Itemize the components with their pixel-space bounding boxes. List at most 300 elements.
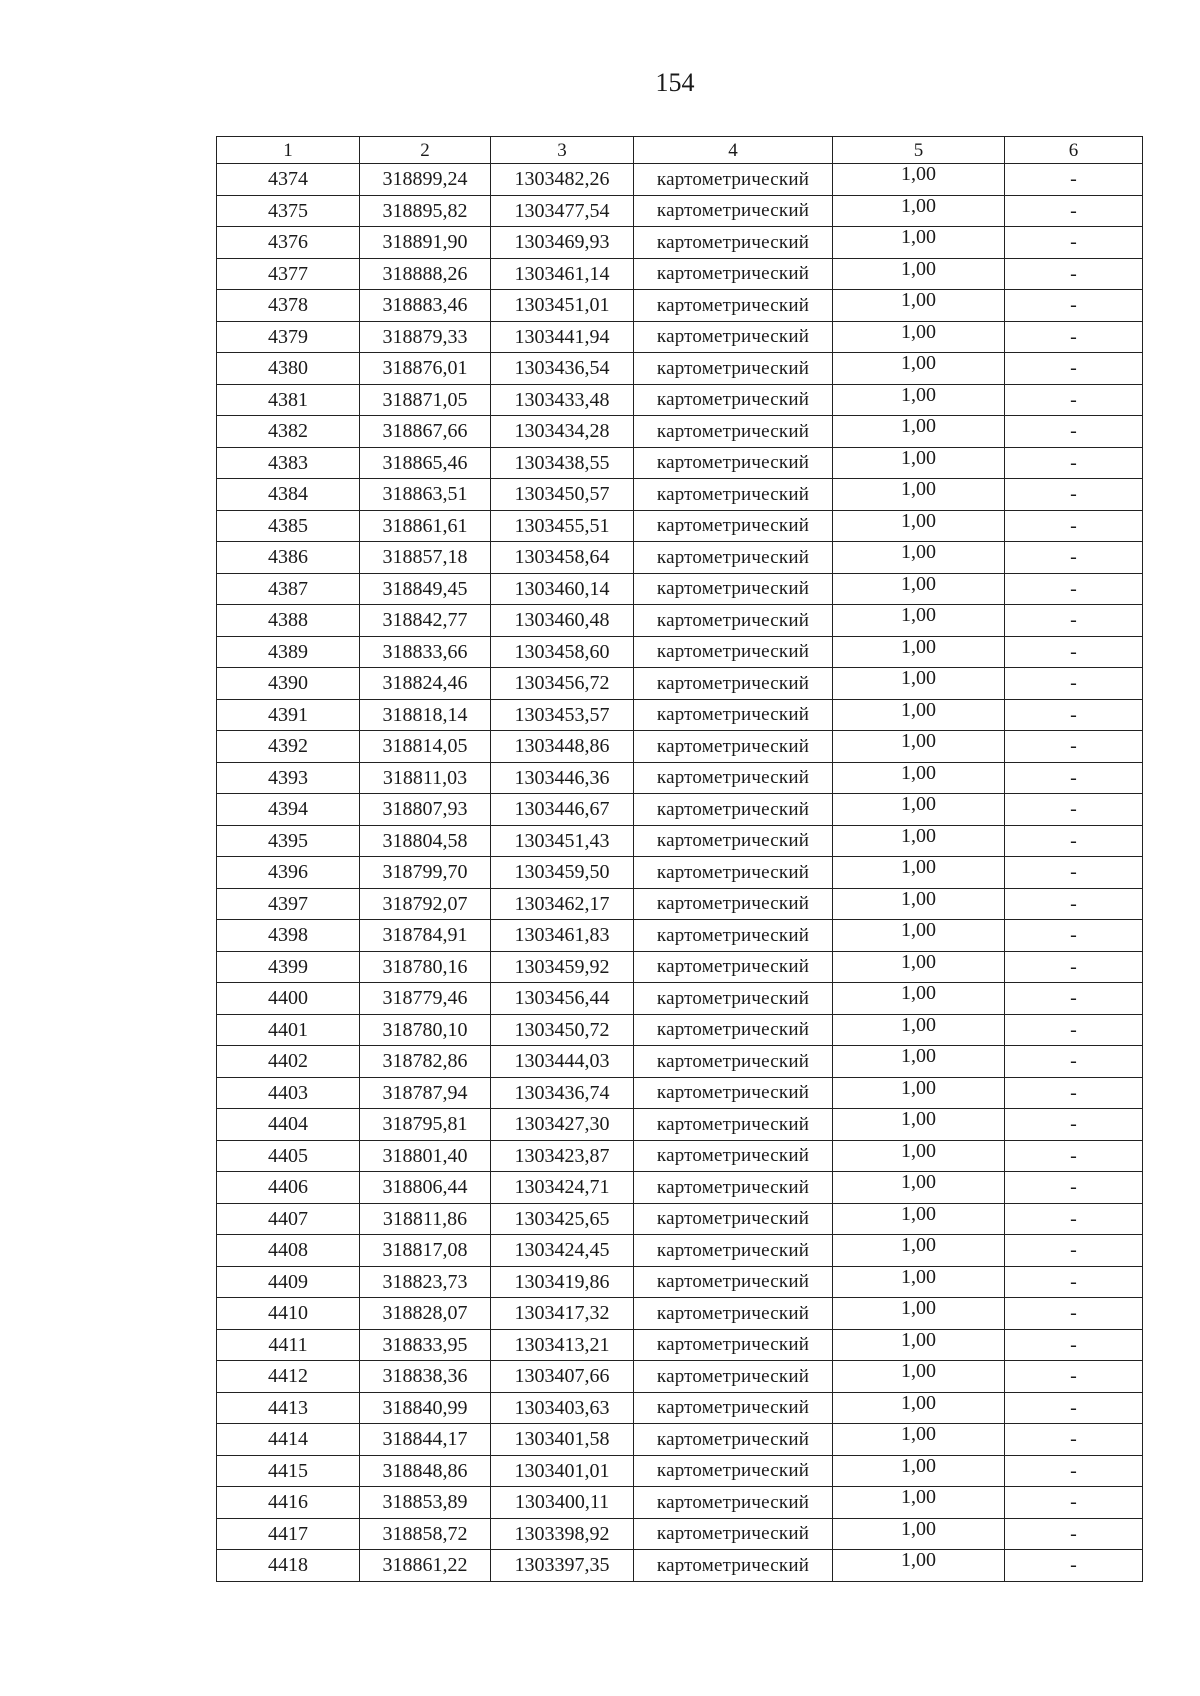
coordinates-table bbox=[216, 136, 1143, 1582]
method-cell: картометрический bbox=[634, 227, 833, 259]
method-cell: картометрический bbox=[634, 762, 833, 794]
point-number-cell: 4412 bbox=[217, 1361, 360, 1393]
point-number-cell: 4391 bbox=[217, 699, 360, 731]
y-coordinate-cell: 1303424,71 bbox=[491, 1172, 634, 1204]
point-number-cell: 4374 bbox=[217, 164, 360, 196]
method-cell: картометрический bbox=[634, 1455, 833, 1487]
column-header: 6 bbox=[1005, 137, 1143, 164]
note-cell: - bbox=[1005, 227, 1143, 259]
method-cell: картометрический bbox=[634, 1518, 833, 1550]
accuracy-cell: 1,00 bbox=[833, 636, 1005, 668]
note-cell: - bbox=[1005, 1455, 1143, 1487]
x-coordinate-cell: 318782,86 bbox=[360, 1046, 491, 1078]
x-coordinate-cell: 318853,89 bbox=[360, 1487, 491, 1519]
method-cell: картометрический bbox=[634, 1329, 833, 1361]
y-coordinate-cell: 1303458,60 bbox=[491, 636, 634, 668]
note-cell: - bbox=[1005, 321, 1143, 353]
x-coordinate-cell: 318806,44 bbox=[360, 1172, 491, 1204]
note-cell: - bbox=[1005, 920, 1143, 952]
accuracy-cell: 1,00 bbox=[833, 1109, 1005, 1141]
note-cell: - bbox=[1005, 1518, 1143, 1550]
point-number-cell: 4398 bbox=[217, 920, 360, 952]
table-row bbox=[217, 1298, 1143, 1330]
method-cell: картометрический bbox=[634, 258, 833, 290]
x-coordinate-cell: 318879,33 bbox=[360, 321, 491, 353]
accuracy-cell: 1,00 bbox=[833, 857, 1005, 889]
method-cell: картометрический bbox=[634, 920, 833, 952]
note-cell: - bbox=[1005, 195, 1143, 227]
accuracy-cell: 1,00 bbox=[833, 951, 1005, 983]
note-cell: - bbox=[1005, 290, 1143, 322]
y-coordinate-cell: 1303438,55 bbox=[491, 447, 634, 479]
table-row bbox=[217, 699, 1143, 731]
note-cell: - bbox=[1005, 510, 1143, 542]
x-coordinate-cell: 318865,46 bbox=[360, 447, 491, 479]
method-cell: картометрический bbox=[634, 1487, 833, 1519]
accuracy-cell: 1,00 bbox=[833, 1487, 1005, 1519]
y-coordinate-cell: 1303446,36 bbox=[491, 762, 634, 794]
method-cell: картометрический bbox=[634, 290, 833, 322]
x-coordinate-cell: 318848,86 bbox=[360, 1455, 491, 1487]
accuracy-cell: 1,00 bbox=[833, 1550, 1005, 1582]
accuracy-cell: 1,00 bbox=[833, 258, 1005, 290]
note-cell: - bbox=[1005, 951, 1143, 983]
method-cell: картометрический bbox=[634, 1203, 833, 1235]
x-coordinate-cell: 318840,99 bbox=[360, 1392, 491, 1424]
note-cell: - bbox=[1005, 1172, 1143, 1204]
column-header: 4 bbox=[634, 137, 833, 164]
method-cell: картометрический bbox=[634, 857, 833, 889]
table-row bbox=[217, 825, 1143, 857]
method-cell: картометрический bbox=[634, 1046, 833, 1078]
method-cell: картометрический bbox=[634, 447, 833, 479]
table-row bbox=[217, 983, 1143, 1015]
y-coordinate-cell: 1303460,14 bbox=[491, 573, 634, 605]
accuracy-cell: 1,00 bbox=[833, 605, 1005, 637]
y-coordinate-cell: 1303417,32 bbox=[491, 1298, 634, 1330]
accuracy-cell: 1,00 bbox=[833, 1172, 1005, 1204]
method-cell: картометрический bbox=[634, 1109, 833, 1141]
x-coordinate-cell: 318891,90 bbox=[360, 227, 491, 259]
accuracy-cell: 1,00 bbox=[833, 920, 1005, 952]
table-row bbox=[217, 164, 1143, 196]
y-coordinate-cell: 1303477,54 bbox=[491, 195, 634, 227]
y-coordinate-cell: 1303434,28 bbox=[491, 416, 634, 448]
y-coordinate-cell: 1303451,43 bbox=[491, 825, 634, 857]
table-row bbox=[217, 1109, 1143, 1141]
note-cell: - bbox=[1005, 1109, 1143, 1141]
x-coordinate-cell: 318817,08 bbox=[360, 1235, 491, 1267]
y-coordinate-cell: 1303419,86 bbox=[491, 1266, 634, 1298]
accuracy-cell: 1,00 bbox=[833, 888, 1005, 920]
note-cell: - bbox=[1005, 164, 1143, 196]
point-number-cell: 4406 bbox=[217, 1172, 360, 1204]
accuracy-cell: 1,00 bbox=[833, 1329, 1005, 1361]
accuracy-cell: 1,00 bbox=[833, 1361, 1005, 1393]
accuracy-cell: 1,00 bbox=[833, 353, 1005, 385]
method-cell: картометрический bbox=[634, 321, 833, 353]
method-cell: картометрический bbox=[634, 1424, 833, 1456]
x-coordinate-cell: 318876,01 bbox=[360, 353, 491, 385]
method-cell: картометрический bbox=[634, 794, 833, 826]
accuracy-cell: 1,00 bbox=[833, 479, 1005, 511]
method-cell: картометрический bbox=[634, 699, 833, 731]
x-coordinate-cell: 318844,17 bbox=[360, 1424, 491, 1456]
point-number-cell: 4378 bbox=[217, 290, 360, 322]
note-cell: - bbox=[1005, 573, 1143, 605]
x-coordinate-cell: 318858,72 bbox=[360, 1518, 491, 1550]
y-coordinate-cell: 1303424,45 bbox=[491, 1235, 634, 1267]
column-header: 3 bbox=[491, 137, 634, 164]
point-number-cell: 4397 bbox=[217, 888, 360, 920]
point-number-cell: 4376 bbox=[217, 227, 360, 259]
x-coordinate-cell: 318867,66 bbox=[360, 416, 491, 448]
accuracy-cell: 1,00 bbox=[833, 699, 1005, 731]
x-coordinate-cell: 318799,70 bbox=[360, 857, 491, 889]
note-cell: - bbox=[1005, 857, 1143, 889]
point-number-cell: 4411 bbox=[217, 1329, 360, 1361]
note-cell: - bbox=[1005, 1392, 1143, 1424]
table-row bbox=[217, 605, 1143, 637]
table-row bbox=[217, 794, 1143, 826]
method-cell: картометрический bbox=[634, 825, 833, 857]
accuracy-cell: 1,00 bbox=[833, 1140, 1005, 1172]
note-cell: - bbox=[1005, 1077, 1143, 1109]
x-coordinate-cell: 318871,05 bbox=[360, 384, 491, 416]
method-cell: картометрический bbox=[634, 1077, 833, 1109]
method-cell: картометрический bbox=[634, 1361, 833, 1393]
y-coordinate-cell: 1303427,30 bbox=[491, 1109, 634, 1141]
x-coordinate-cell: 318823,73 bbox=[360, 1266, 491, 1298]
note-cell: - bbox=[1005, 1266, 1143, 1298]
table-row bbox=[217, 195, 1143, 227]
table-row bbox=[217, 510, 1143, 542]
table-row bbox=[217, 290, 1143, 322]
y-coordinate-cell: 1303403,63 bbox=[491, 1392, 634, 1424]
column-header: 2 bbox=[360, 137, 491, 164]
note-cell: - bbox=[1005, 542, 1143, 574]
page-number: 154 bbox=[655, 68, 695, 97]
method-cell: картометрический bbox=[634, 542, 833, 574]
accuracy-cell: 1,00 bbox=[833, 668, 1005, 700]
y-coordinate-cell: 1303425,65 bbox=[491, 1203, 634, 1235]
method-cell: картометрический bbox=[634, 731, 833, 763]
note-cell: - bbox=[1005, 1329, 1143, 1361]
table-row bbox=[217, 258, 1143, 290]
point-number-cell: 4393 bbox=[217, 762, 360, 794]
y-coordinate-cell: 1303444,03 bbox=[491, 1046, 634, 1078]
note-cell: - bbox=[1005, 479, 1143, 511]
note-cell: - bbox=[1005, 353, 1143, 385]
x-coordinate-cell: 318861,61 bbox=[360, 510, 491, 542]
header-row bbox=[217, 137, 1143, 164]
point-number-cell: 4390 bbox=[217, 668, 360, 700]
x-coordinate-cell: 318833,95 bbox=[360, 1329, 491, 1361]
table-row bbox=[217, 1014, 1143, 1046]
table-row bbox=[217, 1550, 1143, 1582]
accuracy-cell: 1,00 bbox=[833, 1392, 1005, 1424]
table-row bbox=[217, 920, 1143, 952]
y-coordinate-cell: 1303453,57 bbox=[491, 699, 634, 731]
method-cell: картометрический bbox=[634, 195, 833, 227]
table-row bbox=[217, 447, 1143, 479]
note-cell: - bbox=[1005, 794, 1143, 826]
accuracy-cell: 1,00 bbox=[833, 227, 1005, 259]
x-coordinate-cell: 318828,07 bbox=[360, 1298, 491, 1330]
x-coordinate-cell: 318787,94 bbox=[360, 1077, 491, 1109]
x-coordinate-cell: 318849,45 bbox=[360, 573, 491, 605]
point-number-cell: 4399 bbox=[217, 951, 360, 983]
table-row bbox=[217, 636, 1143, 668]
accuracy-cell: 1,00 bbox=[833, 1014, 1005, 1046]
point-number-cell: 4401 bbox=[217, 1014, 360, 1046]
accuracy-cell: 1,00 bbox=[833, 195, 1005, 227]
note-cell: - bbox=[1005, 731, 1143, 763]
accuracy-cell: 1,00 bbox=[833, 825, 1005, 857]
accuracy-cell: 1,00 bbox=[833, 542, 1005, 574]
accuracy-cell: 1,00 bbox=[833, 164, 1005, 196]
accuracy-cell: 1,00 bbox=[833, 983, 1005, 1015]
y-coordinate-cell: 1303397,35 bbox=[491, 1550, 634, 1582]
note-cell: - bbox=[1005, 258, 1143, 290]
point-number-cell: 4392 bbox=[217, 731, 360, 763]
method-cell: картометрический bbox=[634, 1550, 833, 1582]
x-coordinate-cell: 318861,22 bbox=[360, 1550, 491, 1582]
point-number-cell: 4400 bbox=[217, 983, 360, 1015]
y-coordinate-cell: 1303407,66 bbox=[491, 1361, 634, 1393]
accuracy-cell: 1,00 bbox=[833, 416, 1005, 448]
point-number-cell: 4396 bbox=[217, 857, 360, 889]
accuracy-cell: 1,00 bbox=[833, 510, 1005, 542]
table-row bbox=[217, 762, 1143, 794]
method-cell: картометрический bbox=[634, 605, 833, 637]
accuracy-cell: 1,00 bbox=[833, 794, 1005, 826]
method-cell: картометрический bbox=[634, 888, 833, 920]
y-coordinate-cell: 1303456,72 bbox=[491, 668, 634, 700]
y-coordinate-cell: 1303413,21 bbox=[491, 1329, 634, 1361]
accuracy-cell: 1,00 bbox=[833, 573, 1005, 605]
point-number-cell: 4383 bbox=[217, 447, 360, 479]
point-number-cell: 4385 bbox=[217, 510, 360, 542]
y-coordinate-cell: 1303401,01 bbox=[491, 1455, 634, 1487]
method-cell: картометрический bbox=[634, 1298, 833, 1330]
point-number-cell: 4380 bbox=[217, 353, 360, 385]
x-coordinate-cell: 318818,14 bbox=[360, 699, 491, 731]
point-number-cell: 4381 bbox=[217, 384, 360, 416]
table-row bbox=[217, 1077, 1143, 1109]
x-coordinate-cell: 318780,16 bbox=[360, 951, 491, 983]
table-row bbox=[217, 1392, 1143, 1424]
x-coordinate-cell: 318792,07 bbox=[360, 888, 491, 920]
table-row bbox=[217, 1518, 1143, 1550]
table-row bbox=[217, 1455, 1143, 1487]
y-coordinate-cell: 1303398,92 bbox=[491, 1518, 634, 1550]
x-coordinate-cell: 318824,46 bbox=[360, 668, 491, 700]
note-cell: - bbox=[1005, 1487, 1143, 1519]
x-coordinate-cell: 318807,93 bbox=[360, 794, 491, 826]
accuracy-cell: 1,00 bbox=[833, 1235, 1005, 1267]
method-cell: картометрический bbox=[634, 636, 833, 668]
accuracy-cell: 1,00 bbox=[833, 762, 1005, 794]
x-coordinate-cell: 318857,18 bbox=[360, 542, 491, 574]
y-coordinate-cell: 1303401,58 bbox=[491, 1424, 634, 1456]
y-coordinate-cell: 1303436,54 bbox=[491, 353, 634, 385]
accuracy-cell: 1,00 bbox=[833, 384, 1005, 416]
y-coordinate-cell: 1303482,26 bbox=[491, 164, 634, 196]
method-cell: картометрический bbox=[634, 510, 833, 542]
point-number-cell: 4409 bbox=[217, 1266, 360, 1298]
note-cell: - bbox=[1005, 888, 1143, 920]
x-coordinate-cell: 318784,91 bbox=[360, 920, 491, 952]
method-cell: картометрический bbox=[634, 668, 833, 700]
method-cell: картометрический bbox=[634, 1014, 833, 1046]
x-coordinate-cell: 318795,81 bbox=[360, 1109, 491, 1141]
y-coordinate-cell: 1303450,72 bbox=[491, 1014, 634, 1046]
note-cell: - bbox=[1005, 416, 1143, 448]
point-number-cell: 4405 bbox=[217, 1140, 360, 1172]
note-cell: - bbox=[1005, 1014, 1143, 1046]
table-row bbox=[217, 1235, 1143, 1267]
note-cell: - bbox=[1005, 605, 1143, 637]
method-cell: картометрический bbox=[634, 479, 833, 511]
method-cell: картометрический bbox=[634, 1392, 833, 1424]
method-cell: картометрический bbox=[634, 1140, 833, 1172]
table-row bbox=[217, 1203, 1143, 1235]
point-number-cell: 4395 bbox=[217, 825, 360, 857]
point-number-cell: 4403 bbox=[217, 1077, 360, 1109]
point-number-cell: 4416 bbox=[217, 1487, 360, 1519]
x-coordinate-cell: 318838,36 bbox=[360, 1361, 491, 1393]
accuracy-cell: 1,00 bbox=[833, 321, 1005, 353]
point-number-cell: 4384 bbox=[217, 479, 360, 511]
point-number-cell: 4417 bbox=[217, 1518, 360, 1550]
table-row bbox=[217, 384, 1143, 416]
table-row bbox=[217, 416, 1143, 448]
method-cell: картометрический bbox=[634, 164, 833, 196]
point-number-cell: 4394 bbox=[217, 794, 360, 826]
table-row bbox=[217, 731, 1143, 763]
accuracy-cell: 1,00 bbox=[833, 1298, 1005, 1330]
table-row bbox=[217, 1361, 1143, 1393]
method-cell: картометрический bbox=[634, 384, 833, 416]
y-coordinate-cell: 1303455,51 bbox=[491, 510, 634, 542]
accuracy-cell: 1,00 bbox=[833, 447, 1005, 479]
y-coordinate-cell: 1303461,14 bbox=[491, 258, 634, 290]
table-row bbox=[217, 668, 1143, 700]
accuracy-cell: 1,00 bbox=[833, 1455, 1005, 1487]
point-number-cell: 4389 bbox=[217, 636, 360, 668]
y-coordinate-cell: 1303459,92 bbox=[491, 951, 634, 983]
x-coordinate-cell: 318863,51 bbox=[360, 479, 491, 511]
table-row bbox=[217, 353, 1143, 385]
table-row bbox=[217, 1329, 1143, 1361]
point-number-cell: 4407 bbox=[217, 1203, 360, 1235]
note-cell: - bbox=[1005, 699, 1143, 731]
x-coordinate-cell: 318811,86 bbox=[360, 1203, 491, 1235]
x-coordinate-cell: 318883,46 bbox=[360, 290, 491, 322]
note-cell: - bbox=[1005, 825, 1143, 857]
point-number-cell: 4410 bbox=[217, 1298, 360, 1330]
table-row bbox=[217, 479, 1143, 511]
accuracy-cell: 1,00 bbox=[833, 731, 1005, 763]
table-row bbox=[217, 1046, 1143, 1078]
point-number-cell: 4408 bbox=[217, 1235, 360, 1267]
table-row bbox=[217, 1266, 1143, 1298]
table-row bbox=[217, 951, 1143, 983]
point-number-cell: 4402 bbox=[217, 1046, 360, 1078]
x-coordinate-cell: 318888,26 bbox=[360, 258, 491, 290]
y-coordinate-cell: 1303433,48 bbox=[491, 384, 634, 416]
point-number-cell: 4414 bbox=[217, 1424, 360, 1456]
point-number-cell: 4387 bbox=[217, 573, 360, 605]
point-number-cell: 4377 bbox=[217, 258, 360, 290]
note-cell: - bbox=[1005, 668, 1143, 700]
point-number-cell: 4379 bbox=[217, 321, 360, 353]
accuracy-cell: 1,00 bbox=[833, 1266, 1005, 1298]
y-coordinate-cell: 1303451,01 bbox=[491, 290, 634, 322]
y-coordinate-cell: 1303448,86 bbox=[491, 731, 634, 763]
note-cell: - bbox=[1005, 1298, 1143, 1330]
table-row bbox=[217, 573, 1143, 605]
x-coordinate-cell: 318779,46 bbox=[360, 983, 491, 1015]
x-coordinate-cell: 318811,03 bbox=[360, 762, 491, 794]
y-coordinate-cell: 1303400,11 bbox=[491, 1487, 634, 1519]
table-row bbox=[217, 542, 1143, 574]
method-cell: картометрический bbox=[634, 573, 833, 605]
method-cell: картометрический bbox=[634, 1172, 833, 1204]
y-coordinate-cell: 1303436,74 bbox=[491, 1077, 634, 1109]
x-coordinate-cell: 318801,40 bbox=[360, 1140, 491, 1172]
method-cell: картометрический bbox=[634, 1235, 833, 1267]
y-coordinate-cell: 1303458,64 bbox=[491, 542, 634, 574]
note-cell: - bbox=[1005, 762, 1143, 794]
accuracy-cell: 1,00 bbox=[833, 1077, 1005, 1109]
accuracy-cell: 1,00 bbox=[833, 1424, 1005, 1456]
y-coordinate-cell: 1303459,50 bbox=[491, 857, 634, 889]
point-number-cell: 4382 bbox=[217, 416, 360, 448]
y-coordinate-cell: 1303456,44 bbox=[491, 983, 634, 1015]
column-header: 1 bbox=[217, 137, 360, 164]
note-cell: - bbox=[1005, 1046, 1143, 1078]
table-row bbox=[217, 321, 1143, 353]
table-row bbox=[217, 1172, 1143, 1204]
y-coordinate-cell: 1303461,83 bbox=[491, 920, 634, 952]
method-cell: картометрический bbox=[634, 1266, 833, 1298]
note-cell: - bbox=[1005, 1550, 1143, 1582]
point-number-cell: 4418 bbox=[217, 1550, 360, 1582]
y-coordinate-cell: 1303462,17 bbox=[491, 888, 634, 920]
table-body bbox=[217, 164, 1143, 1582]
method-cell: картометрический bbox=[634, 416, 833, 448]
table-row bbox=[217, 227, 1143, 259]
table-row bbox=[217, 1424, 1143, 1456]
method-cell: картометрический bbox=[634, 983, 833, 1015]
y-coordinate-cell: 1303469,93 bbox=[491, 227, 634, 259]
table-row bbox=[217, 888, 1143, 920]
note-cell: - bbox=[1005, 1203, 1143, 1235]
note-cell: - bbox=[1005, 447, 1143, 479]
note-cell: - bbox=[1005, 1235, 1143, 1267]
y-coordinate-cell: 1303450,57 bbox=[491, 479, 634, 511]
accuracy-cell: 1,00 bbox=[833, 290, 1005, 322]
note-cell: - bbox=[1005, 1140, 1143, 1172]
table-row bbox=[217, 857, 1143, 889]
point-number-cell: 4386 bbox=[217, 542, 360, 574]
table-row bbox=[217, 1487, 1143, 1519]
x-coordinate-cell: 318780,10 bbox=[360, 1014, 491, 1046]
note-cell: - bbox=[1005, 1424, 1143, 1456]
y-coordinate-cell: 1303441,94 bbox=[491, 321, 634, 353]
